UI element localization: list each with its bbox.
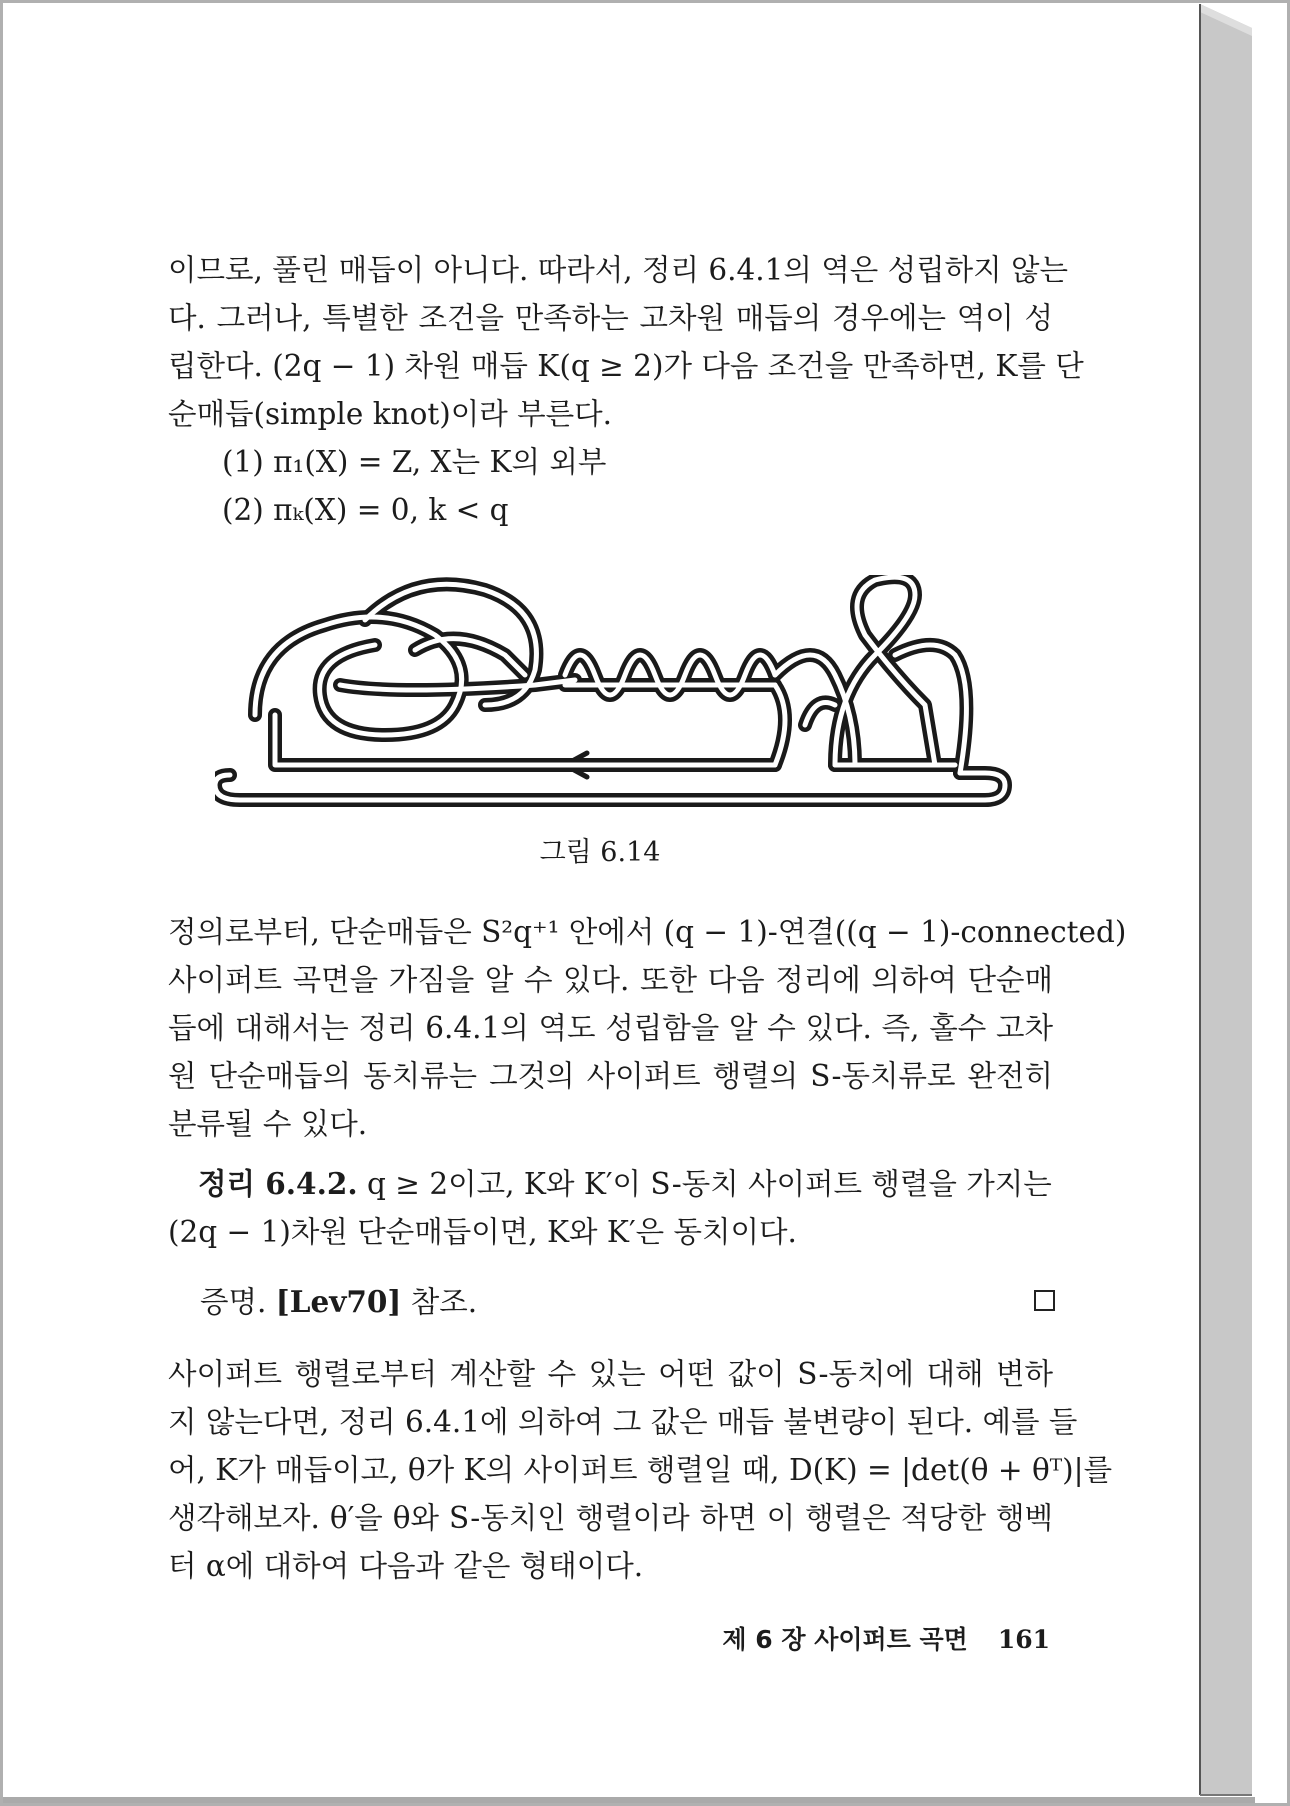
proof-line xyxy=(200,1278,1055,1326)
text-line: 다. 그러나, 특별한 조건을 만족하는 고차원 매듭의 경우에는 역이 성 xyxy=(168,301,1053,335)
text-line: 듭에 대해서는 정리 6.4.1의 역도 성립함을 알 수 있다. 즉, 홀수 고차 xyxy=(168,1011,1053,1045)
text-line: 터 α에 대하여 다음과 같은 형태이다. xyxy=(168,1549,644,1583)
text-line: 립한다. (2q − 1) 차원 매듭 K(q ≥ 2)가 다음 조건을 만족하면, K를 단 xyxy=(168,349,1084,383)
text-line: 이므로, 풀린 매듭이 아니다. 따라서, 정리 6.4.1의 역은 성립하지 않는 xyxy=(168,253,1069,287)
text-line: 사이퍼트 곡면을 가짐을 알 수 있다. 또한 다음 정리에 의하여 단순매 xyxy=(168,963,1053,997)
text-line: 순매듭(simple knot)이라 부른다. xyxy=(168,397,612,431)
condition-1: (1) π₁(X) = Z, X는 K의 외부 xyxy=(222,445,607,479)
text-line: 지 않는다면, 정리 6.4.1에 의하여 그 값은 매듭 불변량이 된다. 예를 들 xyxy=(168,1405,1078,1439)
theorem-label: 정리 6.4.2. xyxy=(198,1166,358,1201)
figure-caption: 그림 6.14 xyxy=(539,837,661,868)
text-line: 분류될 수 있다. xyxy=(168,1107,368,1141)
proof-text: 참조. xyxy=(401,1285,478,1319)
paragraph-definition xyxy=(168,908,1127,1148)
page-footer xyxy=(722,1620,1050,1656)
paragraph-intro xyxy=(168,246,1084,438)
text-line: 사이퍼트 행렬로부터 계산할 수 있는 어떤 값이 S-동치에 대해 변하 xyxy=(168,1357,1053,1391)
text-line: 정의로부터, 단순매듭은 S²q⁺¹ 안에서 (q − 1)-연결((q − 1)-connected) xyxy=(168,915,1127,949)
paragraph-invariant xyxy=(168,1350,1113,1590)
text-line: 생각해보자. θ′을 θ와 S-동치인 행렬이라 하면 이 행렬은 적당한 행벡 xyxy=(168,1501,1053,1535)
proof-reference: [Lev70] xyxy=(275,1284,402,1319)
running-head: 제 6 장 사이퍼트 곡면 xyxy=(722,1625,968,1654)
theorem-line xyxy=(168,1160,1053,1208)
theorem-block xyxy=(168,1160,1053,1256)
proof-label: 증명. xyxy=(200,1285,267,1319)
theorem-line-2: (2q − 1)차원 단순매듭이면, K와 K′은 동치이다. xyxy=(168,1215,797,1249)
condition-2: (2) πₖ(X) = 0, k < q xyxy=(222,493,509,527)
text-line: 원 단순매듭의 동치류는 그것의 사이퍼트 행렬의 S-동치류로 완전히 xyxy=(168,1059,1053,1093)
qed-box-icon xyxy=(1034,1290,1055,1311)
text-line: 어, K가 매듭이고, θ가 K의 사이퍼트 행렬일 때, D(K) = |det(θ + θᵀ)|를 xyxy=(168,1453,1113,1487)
theorem-text: q ≥ 2이고, K와 K′이 S-동치 사이퍼트 행렬을 가지는 xyxy=(357,1167,1052,1201)
page-number: 161 xyxy=(997,1625,1050,1654)
knot-diagram xyxy=(215,575,1015,815)
